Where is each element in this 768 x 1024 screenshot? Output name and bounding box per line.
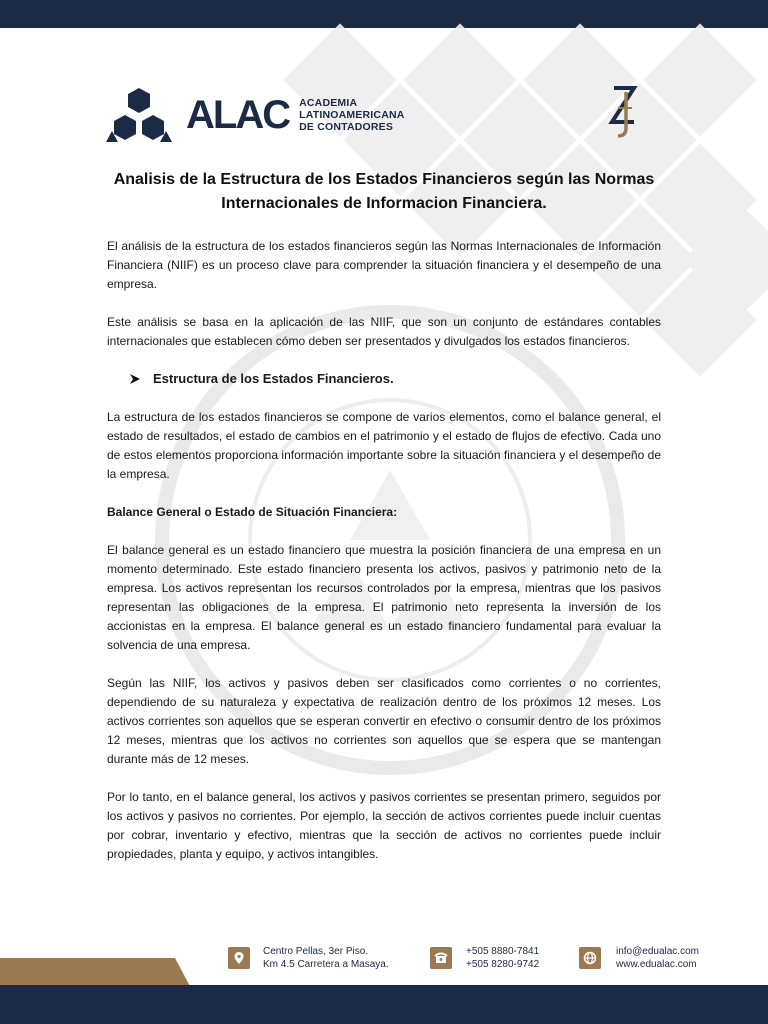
logo-wordmark: ALAC xyxy=(186,93,290,137)
email-link[interactable]: info@edualac.com xyxy=(616,946,699,957)
footer-contact xyxy=(616,945,699,971)
footer xyxy=(0,940,768,1024)
intro-paragraph: El análisis de la estructura de los estados financieros según las Normas Internacionales de Información Financiera (NIIF) es un proceso clave para comprender la situación financiera y el desempeño de una empresa. xyxy=(107,239,661,291)
balance-paragraph: El balance general es un estado financiero que muestra la posición financiera de una empresa en un momento determinado. Este estado financiero presenta los activos, pasivos y patrimonio neto de la empresa. Los activos representan los recursos controlados por la empresa, mientras que los pasivos representan las obligaciones de la empresa. El patrimonio neto representa la inversión de los accionistas en la empresa. El balance general es un estado financiero fundamental para evaluar la solvencia de una empresa. xyxy=(107,543,661,652)
section-paragraph: La estructura de los estados financieros se compone de varios elementos, como el balance general, el estado de resultados, el estado de cambios en el patrimonio y el estado de flujos de efectivo. Cada uno de estos elementos proporciona información importante sobre la situación financiera y el desempeño de la empresa. xyxy=(107,410,661,481)
logo-subtitle-line: ACADEMIA xyxy=(299,97,358,109)
footer-phones xyxy=(466,945,539,971)
balance-paragraph: Según las NIIF, los activos y pasivos deben ser clasificados como corrientes o no corrientes, dependiendo de su naturaleza y expectativa de realización dentro de los próximos 12 meses. Los activos corrientes son aquellos que se esperan convertir en efectivo o consumir dentro de los próximos 12 meses, mientras que los activos no corrientes son aquellos que se espera que se mantengan durante más de 12 meses. xyxy=(107,676,661,766)
balance-subheading: Balance General o Estado de Situación Financiera: xyxy=(107,505,398,519)
arrow-bullet-icon xyxy=(129,373,141,385)
intro-paragraph: Este análisis se basa en la aplicación de las NIIF, que son un conjunto de estándares contables internacionales que establecen cómo deben ser presentados y divulgados los estados financieros. xyxy=(107,315,661,348)
document-title: Analisis de la Estructura de los Estados Financieros según las Normas Internacionales de Informacion Financiera. xyxy=(113,171,655,212)
section-heading-text: Estructura de los Estados Financieros. xyxy=(153,371,394,386)
logo-subtitle-line: DE CONTADORES xyxy=(299,121,394,133)
balance-paragraph: Por lo tanto, en el balance general, los activos y pasivos corrientes se presentan primero, seguidos por los activos y pasivos no corrientes. Por ejemplo, la sección de activos corrientes puede incluir cuentas por cobrar, inventario y efectivo, mientras que la sección de activos no corrientes puede incluir propiedades, planta y equipo, y activos intangibles. xyxy=(107,790,661,861)
document-body xyxy=(107,168,661,864)
website-link[interactable]: www.edualac.com xyxy=(616,959,697,970)
logo-subtitle-line: LATINOAMERICANA xyxy=(299,109,405,121)
footer-band xyxy=(0,985,768,1024)
hexagon-cluster-icon xyxy=(104,86,174,144)
address-line: Km 4.5 Carretera a Masaya. xyxy=(263,959,389,970)
phone-icon xyxy=(430,947,452,969)
logo-subtitle xyxy=(299,97,404,133)
location-pin-icon xyxy=(228,947,250,969)
phone-number[interactable]: +505 8280-9742 xyxy=(466,959,540,970)
globe-icon xyxy=(579,947,601,969)
section-heading xyxy=(129,369,661,389)
phone-number[interactable]: +505 8880-7841 xyxy=(466,946,540,957)
footer-address xyxy=(263,945,389,971)
jz-monogram-icon xyxy=(600,82,644,140)
alac-logo xyxy=(104,86,405,144)
address-line: Centro Pellas, 3er Piso. xyxy=(263,946,369,957)
